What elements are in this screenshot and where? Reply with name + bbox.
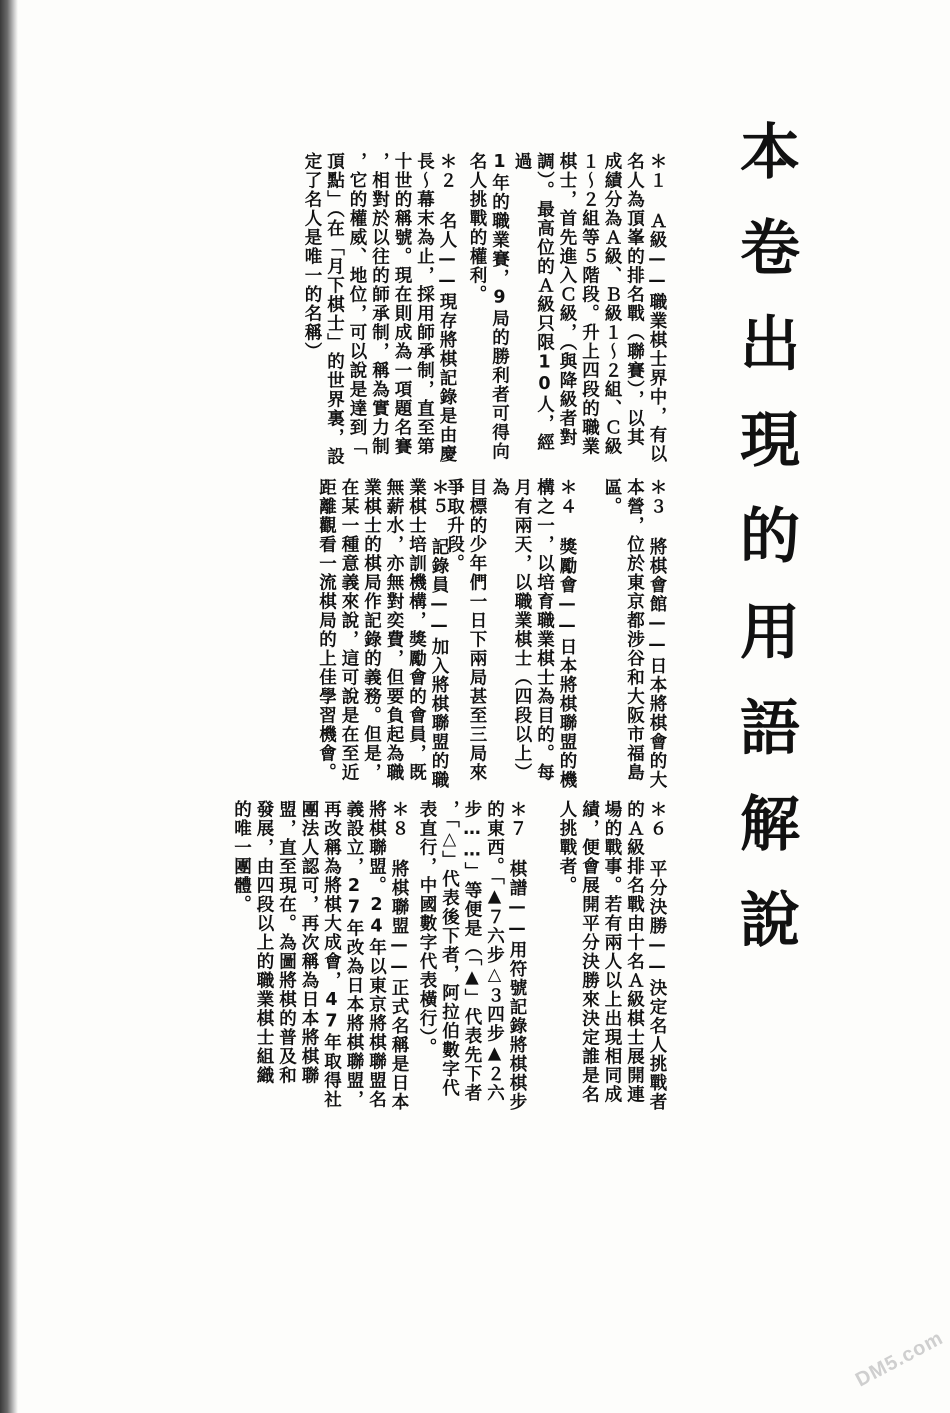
note-7-kifu (410, 800, 528, 1130)
note-3-shogi-hall (594, 478, 668, 796)
note-2-meijin (296, 152, 458, 470)
note-line: 距離觀看一流棋局的上佳學習機會。 (316, 478, 337, 782)
note-line: 將棋聯盟。24年以東京將棋聯盟名 (366, 800, 387, 1109)
note-line: 構之一，以培育職業棋士為目的。每 (534, 478, 555, 782)
note-line: 團法人認可，再次稱為日本將棋聯 (299, 800, 319, 1085)
note-line: 無薪水，亦無對奕費，但要負起為職 (384, 478, 404, 782)
note-line: 的東西。「▲７六步△３四步▲２六 (484, 800, 505, 1103)
page-title: 本卷出現的用語解說 (730, 120, 800, 984)
note-line: 人挑戰者。 (557, 800, 577, 895)
watermark-logo: DM5.com (852, 1326, 948, 1392)
note-line: 十世的稱號。現在則成為一項題名賽 (392, 152, 412, 456)
note-line: ＊２ 名人——現存將棋記錄是由慶 (437, 152, 457, 464)
note-line: 再改稱為將棋大成會，47年取得社 (321, 800, 342, 1109)
note-line: 調）。最高位的Ａ級只限10人，經過 (512, 152, 555, 453)
note-line: 本營，位於東京都涉谷和大阪市福島 (624, 478, 645, 782)
note-line: 場的戰事。若有兩人以上出現相同成 (602, 800, 622, 1104)
note-line: 步……」等便是（「▲」代表先下者 (462, 800, 482, 1103)
note-line: 表直行，中國數字代表橫行）。 (417, 800, 437, 1058)
note-line: ＊７ 棋譜——用符號記錄將棋棋步 (507, 800, 527, 1112)
note-line: ，相對於以往的師承制，稱為實力制 (369, 152, 390, 456)
note-line: 成績分為Ａ級、Ｂ級１〜２組、Ｃ級 (602, 152, 622, 456)
note-line: ＊３ 將棋會館——日本將棋會的大 (647, 478, 667, 790)
note-line: 發展，由四段以上的職業棋士組織 (254, 800, 274, 1085)
note-line: ，它的權威、地位，可以說是達到「 (347, 152, 367, 456)
note-8-shogi-association (224, 800, 410, 1130)
note-line: ＊６ 平分決勝——決定名人挑戰者 (647, 800, 667, 1112)
note-line: 長〜幕末為止，採用師承制，直至第 (414, 152, 435, 456)
note-line: 的Ａ級排名戰由十名Ａ級棋士展開連 (624, 800, 645, 1104)
note-line: 盟，直至現在。為圖將棋的普及和 (276, 800, 297, 1085)
note-6-playoff (546, 800, 668, 1130)
note-line: ＊８ 將棋聯盟——正式名稱是日本 (389, 800, 409, 1112)
note-line: 名人挑戰的權利。 (467, 152, 487, 304)
note-line: ，「△」代表後下者，阿拉伯數字代 (439, 800, 460, 1098)
note-line: 1年的職業賽，9局的勝利者可得向 (489, 152, 510, 461)
note-line: 名人為頂峯的排名戰（聯賽），以其 (624, 152, 645, 448)
note-1-a-class (467, 152, 668, 470)
note-line: １〜２組等５階段。升上四段的職業 (579, 152, 600, 456)
note-4-shoreikai (444, 478, 578, 796)
note-line: 頂點」（在「月下棋士」的世界裏，設 (324, 152, 345, 467)
note-5-recorder (308, 478, 450, 796)
note-line: 棋士，首先進入Ｃ級，（與降級者對 (557, 152, 577, 448)
note-line: 業棋士的棋局作記錄的義務。但是， (361, 478, 382, 782)
note-line: ＊５ 記錄員——加入將棋聯盟的職 (429, 478, 449, 790)
note-line: 目標的少年們一日下兩局甚至三局來 (467, 478, 487, 782)
note-line: 業棋士培訓機構，獎勵會的會員，既 (406, 478, 427, 782)
note-line: 月有兩天，以職業棋士（四段以上）為 (489, 478, 532, 782)
note-line: 在某一種意義來說，這可說是在至近 (339, 478, 359, 782)
scan-edge-shadow (0, 0, 18, 1413)
note-line: 的唯一團體。 (231, 800, 252, 914)
note-line: 績，便會展開平分決勝來決定誰是名 (579, 800, 600, 1104)
note-line: ＊４ 獎勵會——日本將棋聯盟的機 (557, 478, 577, 790)
note-line: 爭取升段。 (444, 478, 465, 573)
note-line: ＊１ Ａ級——職業棋士界中，有以 (647, 152, 667, 464)
note-line: 定了名人是唯一的名稱） (302, 152, 322, 361)
note-line: 義設立，27年改為日本將棋聯盟， (344, 800, 364, 1109)
note-line: 區。 (602, 478, 622, 516)
